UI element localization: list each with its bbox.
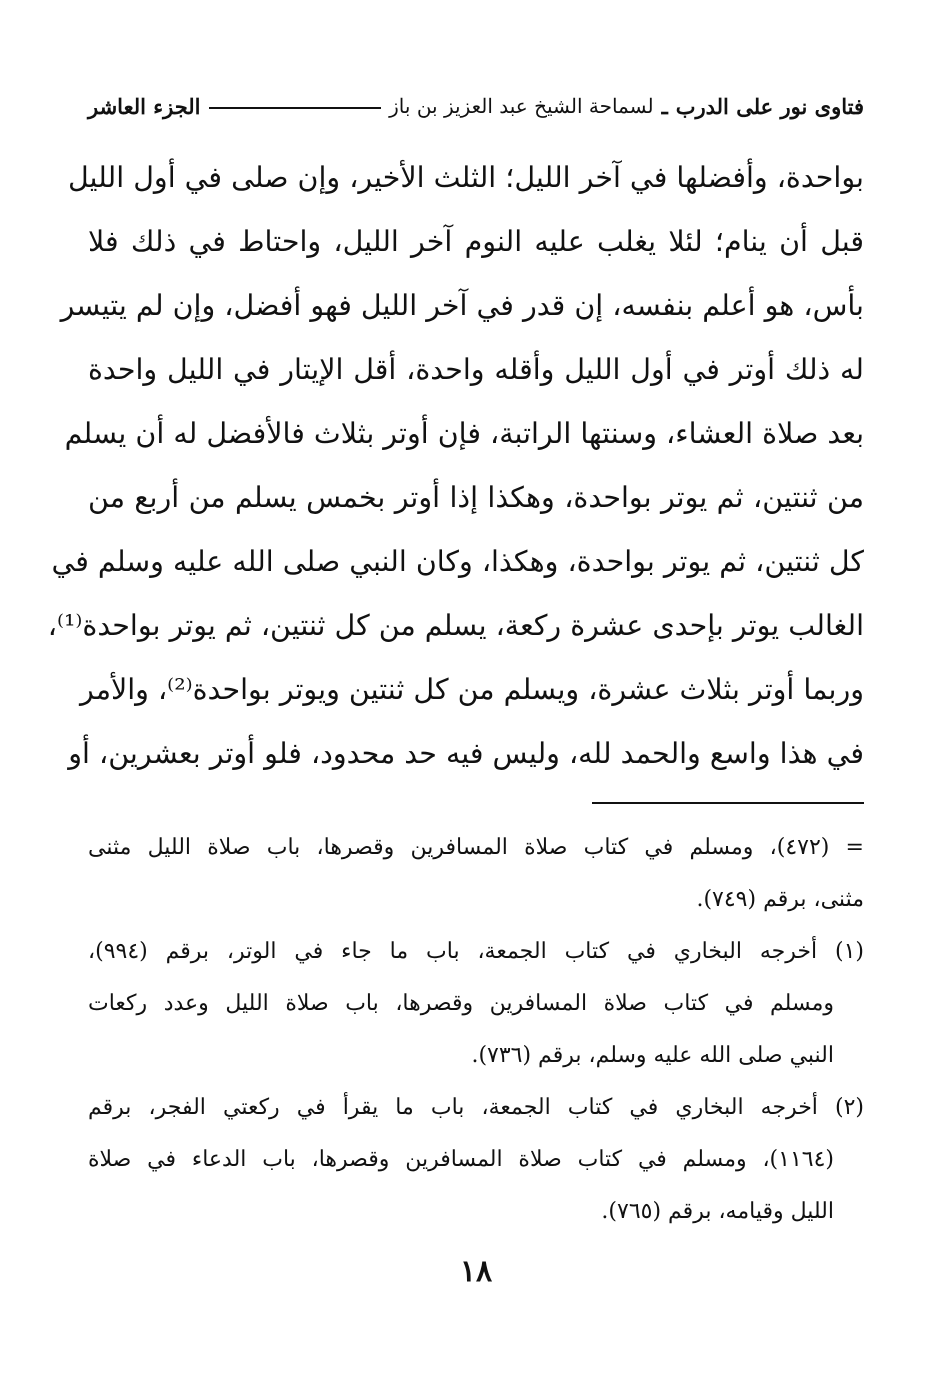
body-line: قبل أن ينام؛ لئلا يغلب عليه النوم آخر الليل، واحتاط في ذلك فلا <box>88 225 864 258</box>
footnote-line: مثنى، برقم (٧٤٩). <box>696 887 864 912</box>
body-line: الغالب يوتر بإحدى عشرة ركعة، يسلم من كل ثنتين، ثم يوتر بواحدة⁽¹⁾، <box>47 609 864 642</box>
header-rule <box>209 107 382 109</box>
footnote-line: ومسلم في كتاب صلاة المسافرين وقصرها، باب صلاة الليل وعدد ركعات <box>88 991 834 1016</box>
author-name: لسماحة الشيخ عبد العزيز بن باز <box>389 94 654 118</box>
footnote-separator <box>592 802 864 804</box>
footnote-line: الليل وقيامه، برقم (٧٦٥). <box>601 1199 834 1224</box>
running-header <box>88 86 864 126</box>
body-line: من ثنتين، ثم يوتر بواحدة، وهكذا إذا أوتر بخمس يسلم من أربع من <box>88 481 864 514</box>
footnote-line: (١) أخرجه البخاري في كتاب الجمعة، باب ما جاء في الوتر، برقم (٩٩٤)، <box>88 939 864 964</box>
body-line: بأس، هو أعلم بنفسه، إن قدر في آخر الليل فهو أفضل، وإن لم يتيسر <box>60 289 864 322</box>
main-text <box>47 146 864 786</box>
body-line: بواحدة، وأفضلها في آخر الليل؛ الثلث الأخير، وإن صلى في أول الليل <box>67 161 864 194</box>
footnote-line: = (٤٧٢)، ومسلم في كتاب صلاة المسافرين وقصرها، باب صلاة الليل مثنى <box>88 835 864 860</box>
book-title: فتاوى نور على الدرب <box>675 93 864 119</box>
footnotes <box>88 822 864 1238</box>
footnote-line: (١١٦٤)، ومسلم في كتاب صلاة المسافرين وقصرها، باب الدعاء في صلاة <box>88 1147 834 1172</box>
footnote-line: (٢) أخرجه البخاري في كتاب الجمعة، باب ما يقرأ في ركعتي الفجر، برقم <box>88 1095 864 1120</box>
volume-label: الجزء العاشر <box>88 93 201 119</box>
footnote-line: النبي صلى الله عليه وسلم، برقم (٧٣٦). <box>471 1043 834 1068</box>
header-title-group <box>389 94 864 119</box>
body-line: بعد صلاة العشاء، وسنتها الراتبة، فإن أوتر بثلاث فالأفضل له أن يسلم <box>64 417 864 450</box>
body-line: له ذلك أوتر في أول الليل وأقله واحدة، أقل الإيتار في الليل واحدة <box>88 353 864 386</box>
body-line: في هذا واسع والحمد لله، وليس فيه حد محدود، فلو أوتر بعشرين، أو <box>68 737 864 770</box>
body-line: وربما أوتر بثلاث عشرة، ويسلم من كل ثنتين ويوتر بواحدة⁽²⁾، والأمر <box>80 673 864 706</box>
header-dash: ـ <box>661 93 668 119</box>
page-number: ١٨ <box>459 1254 493 1289</box>
body-line: كل ثنتين، ثم يوتر بواحدة، وهكذا، وكان النبي صلى الله عليه وسلم في <box>51 545 864 578</box>
